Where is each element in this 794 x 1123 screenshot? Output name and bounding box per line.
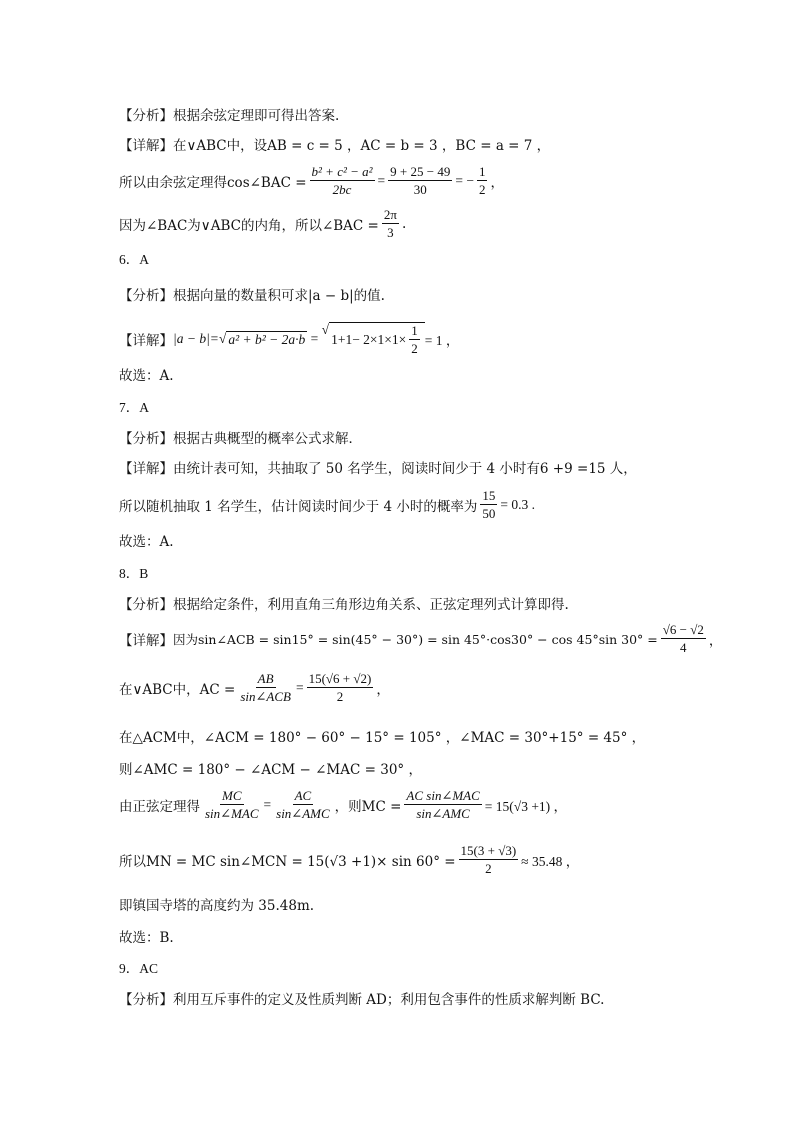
fraction	[409, 323, 420, 356]
fraction-numerator: MC	[222, 788, 242, 803]
analysis-text: 根据向量的数量积可求|a − b|的值.	[173, 288, 385, 304]
q8-detail-line-3	[119, 726, 645, 746]
analysis-tag: 【分析】	[119, 992, 173, 1008]
fraction-numerator: AC sin∠MAC	[406, 788, 480, 803]
detail-text: 由正弦定理得	[119, 798, 200, 815]
analysis-tag: 【分析】	[119, 108, 173, 124]
detail-text: 即镇国寺塔的高度约为 35.48m.	[119, 898, 315, 914]
q7-analysis	[119, 427, 362, 447]
q8-detail-line-4	[119, 758, 422, 778]
fraction-numerator: 1	[411, 323, 418, 338]
q7-choice	[119, 530, 174, 550]
fraction-numerator: AC	[294, 788, 312, 803]
square-root: √ a² + b² − 2a·b	[218, 330, 306, 347]
q5-analysis	[119, 104, 339, 124]
fraction	[382, 207, 399, 240]
fraction	[661, 622, 706, 655]
detail-text: 在△ACM中，∠ACM = 180° − 60° − 15° = 105° ，∠MAC = 30°+15° = 45° ，	[119, 730, 646, 746]
fraction-numerator: 15(3 + √3)	[460, 843, 517, 858]
analysis-text: 根据余弦定理即可得出答案.	[173, 108, 340, 124]
fraction-denominator: sin∠AMC	[416, 806, 470, 821]
detail-tag: 【详解】	[119, 461, 173, 477]
q6-number	[119, 248, 149, 268]
question-number: 7．A	[119, 400, 149, 415]
fraction-denominator: 4	[680, 640, 687, 655]
q8-number	[119, 562, 148, 582]
fraction	[310, 164, 375, 197]
q6-detail: 【详解】 |a − b|= √ a² + b² − 2a·b = √ 1+1− 2×1×1× $\frac{1}{2}$ = 1 ，	[119, 322, 460, 356]
fraction-numerator: √6 − √2	[662, 622, 704, 637]
q9-analysis	[119, 988, 604, 1008]
detail-tag: 【详解】	[119, 632, 173, 649]
fraction-denominator: 50	[482, 506, 496, 521]
q9-number	[119, 957, 158, 977]
detail-text-end: .	[401, 215, 407, 232]
analysis-text: 根据给定条件，利用直角三角形边角关系、正弦定理列式计算即得.	[173, 597, 569, 613]
detail-text: ，则MC =	[334, 798, 402, 815]
analysis-tag: 【分析】	[119, 597, 173, 613]
detail-text: 在∨ABC中，设AB = c = 5 ，AC = b = 3 ，BC = a = 7 ，	[173, 138, 551, 154]
fraction	[274, 788, 332, 821]
q8-choice	[119, 926, 174, 946]
fraction-denominator: sin∠AMC	[276, 806, 330, 821]
fraction	[307, 671, 374, 704]
analysis-text: 根据古典概型的概率公式求解．	[173, 431, 362, 447]
detail-text: 则∠AMC = 180° − ∠ACM − ∠MAC = 30° ，	[119, 762, 422, 778]
fraction-denominator: 3	[387, 225, 394, 240]
radicand: 1+1− 2×1×1×	[331, 331, 407, 347]
question-number: 6．A	[119, 252, 149, 267]
q6-analysis	[119, 284, 385, 304]
detail-text: 所以由余弦定理得cos∠BAC =	[119, 174, 307, 191]
detail-text: 因为sin∠ACB = sin15° = sin(45° − 30°) = sin 45°·cos30° − cos 45°sin 30° =	[173, 631, 658, 647]
fraction-denominator: 2bc	[332, 182, 352, 197]
analysis-tag: 【分析】	[119, 431, 173, 447]
q7-detail-line-1	[119, 457, 637, 477]
fraction-denominator: 30	[413, 182, 427, 197]
fraction-numerator: 1	[478, 164, 486, 179]
fraction-numerator: 15(√6 + √2)	[308, 671, 372, 686]
choice-text: 故选：A.	[119, 534, 174, 550]
detail-text: 由统计表可知，共抽取了 50 名学生，阅读时间少于 4 小时有6 +9 =15 人，	[173, 461, 637, 477]
detail-text-end: ，	[490, 174, 504, 191]
question-number: 8．B	[119, 566, 149, 581]
fraction-numerator: AB	[257, 671, 274, 686]
fraction-denominator: sin∠MAC	[205, 806, 259, 821]
q5-detail-line-2: 所以由余弦定理得cos∠BAC = $\frac{\text{b² + c² − a²}}{2bc}$ = $\frac{9 + 25 - 49}{30}$ = − $\frac{1}{2}$ ，	[119, 164, 504, 197]
q5-detail-line-1	[119, 134, 550, 154]
radicand: a² + b² − 2a·b	[228, 331, 306, 347]
q8-detail-line-1	[119, 622, 722, 655]
fraction-denominator: 2	[411, 341, 418, 356]
analysis-tag: 【分析】	[119, 288, 173, 304]
detail-text: 因为∠BAC为∨ABC的内角，所以∠BAC =	[119, 217, 379, 234]
detail-text: 所以随机抽取 1 名学生，估计阅读时间少于 4 小时的概率为	[119, 498, 478, 515]
detail-tag: 【详解】	[119, 138, 173, 154]
fraction-denominator: 2	[336, 689, 344, 704]
q5-detail-line-3	[119, 207, 406, 240]
q8-detail-line-5: 由正弦定理得 $\frac{MC}{\text{sin∠MAC}}$ = $\frac{AC}{\text{sin∠AMC}}$ ，则MC = $\frac{\text{AC sin∠MAC}}{\text{sin∠AMC}}$ = 15(√3 +1) ，	[119, 788, 568, 821]
fraction-denominator: 2	[485, 861, 492, 876]
fraction	[388, 164, 452, 197]
detail-text-end: ≈ 35.48 ，	[521, 853, 580, 869]
fraction-numerator: 2π	[383, 207, 397, 222]
fraction-numerator: 15	[482, 488, 496, 503]
q8-detail-line-6	[119, 843, 579, 876]
fraction	[459, 843, 519, 876]
q7-number	[119, 396, 149, 416]
equals-minus: = −	[455, 172, 474, 188]
q8-analysis	[119, 593, 569, 613]
square-root: √ 1+1− 2×1×1× $\frac{1}{2}$	[322, 322, 425, 356]
q7-detail-line-2	[119, 488, 535, 521]
detail-text: 在∨ABC中，AC =	[119, 681, 236, 698]
fraction	[477, 164, 488, 197]
question-number: 9．AC	[119, 961, 159, 976]
fraction	[203, 788, 261, 821]
fraction-denominator: 2	[478, 182, 486, 197]
detail-text: 所以MN = MC sin∠MCN = 15(√3 +1)× sin 60° =	[119, 853, 456, 870]
fraction-numerator: b² + c² − a²	[311, 164, 373, 179]
fraction	[238, 671, 293, 704]
detail-text-end: ，	[376, 681, 390, 698]
fraction-denominator: sin∠ACB	[240, 689, 291, 704]
detail-text: |a − b|=	[173, 331, 219, 346]
analysis-text: 利用互斥事件的定义及性质判断 AD；利用包含事件的性质求解判断 BC.	[173, 992, 605, 1008]
detail-tag: 【详解】	[119, 333, 173, 349]
choice-text: 故选：B.	[119, 930, 174, 946]
detail-text-end: = 15(√3 +1) ，	[484, 798, 568, 814]
detail-text-end: ，	[708, 632, 723, 649]
fraction	[404, 788, 481, 821]
fraction	[480, 488, 497, 521]
q8-detail-line-7	[119, 894, 314, 914]
detail-text-end: = 0.3 .	[500, 496, 535, 512]
choice-text: 故选：A.	[119, 368, 174, 384]
detail-text-end: = 1 ，	[424, 333, 460, 348]
q6-choice	[119, 364, 174, 384]
fraction-numerator: 9 + 25 − 49	[390, 164, 451, 179]
q8-detail-line-2: 在∨ABC中，AC = $\frac{AB}{\text{sin∠ACB}}$ = $\frac{15(√6 + √2)}{2}$ ，	[119, 671, 390, 704]
